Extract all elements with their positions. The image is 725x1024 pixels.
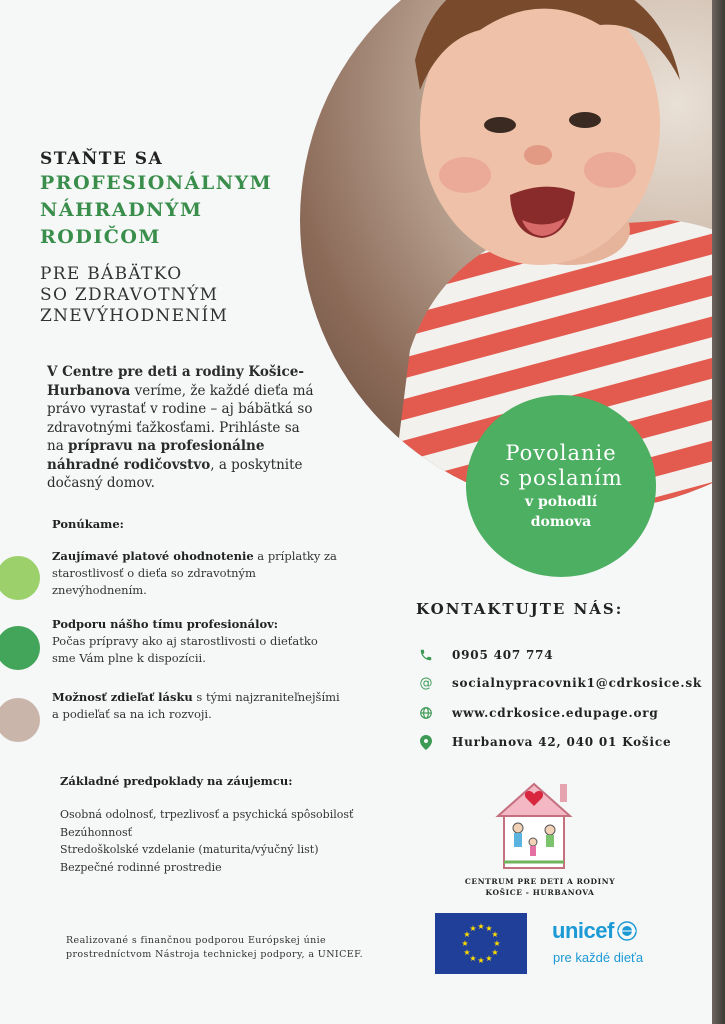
centrum-logo-text <box>455 876 625 898</box>
headline-line-2: PROFESIONÁLNYM <box>40 172 273 194</box>
svg-text:★: ★ <box>463 948 471 957</box>
phone-icon <box>418 647 434 663</box>
requirement-item: Stredoškolské vzdelanie (maturita/výučný list) <box>60 843 319 856</box>
house-family-icon <box>490 778 578 874</box>
at-icon: @ <box>419 675 433 691</box>
intro-text-1: veríme, že každé dieťa má právo vyrastať v rodine – aj bábätká so zdravotnými ťažkosťami. Prihláste sa na <box>47 382 314 454</box>
unicef-logo <box>552 918 643 965</box>
svg-text:★: ★ <box>493 939 501 948</box>
contact-web-row <box>418 703 659 723</box>
offer-item-3 <box>52 689 342 723</box>
headline-line-3: NÁHRADNÝM <box>40 199 203 221</box>
contact-title: KONTAKTUJTE NÁS: <box>416 600 624 618</box>
contact-phone-row <box>418 645 554 665</box>
centrum-logo <box>490 778 578 874</box>
funding-note: Realizované s finančnou podporou Európskej únie prostredníctvom Nástroja technickej podpory, a UNICEF. <box>66 935 364 960</box>
svg-text:★: ★ <box>461 939 469 948</box>
offer-item-2-text: Počas prípravy ako aj starostlivosti o dieťatko sme Vám plne k dispozícii. <box>52 634 318 665</box>
subheadline-line-1: PRE BÁBÄTKO <box>40 264 183 284</box>
offer-item-1-text: a príplatky za starostlivosť o dieťa so zdravotným znevýhodnením. <box>52 549 337 597</box>
badge-line-2: s poslaním <box>499 466 623 490</box>
logo-line-2: KOŠICE - HURBANOVA <box>485 888 595 897</box>
offer-bullet-dot-2 <box>0 626 40 670</box>
eu-stars-icon <box>435 913 527 974</box>
intro-bold-2: prípravu na profesionálne náhradné rodičovstvo <box>47 438 265 473</box>
svg-text:★: ★ <box>491 930 499 939</box>
svg-text:★: ★ <box>485 924 493 933</box>
contact-web: www.cdrkosice.edupage.org <box>452 706 659 720</box>
contact-address-row <box>418 732 672 752</box>
contact-phone: 0905 407 774 <box>452 648 554 662</box>
requirement-item: Bezúhonnosť <box>60 825 133 839</box>
offer-title: Ponúkame: <box>52 517 124 531</box>
svg-text:★: ★ <box>469 924 477 933</box>
subheadline-line-2: SO ZDRAVOTNÝM <box>40 285 219 305</box>
slogan-badge <box>466 395 656 577</box>
headline <box>40 148 272 251</box>
unicef-name: unicef <box>552 918 614 943</box>
requirement-item: Bezpečné rodinné prostredie <box>60 860 222 874</box>
offer-item-2-bold: Podporu nášho tímu profesionálov: <box>52 617 279 631</box>
globe-icon <box>418 705 434 721</box>
intro-text-2: , a poskytnite dočasný domov. <box>47 456 303 491</box>
offer-item-3-text: s tými najzraniteľnejšími a podieľať sa na ich rozvoji. <box>52 690 340 721</box>
subheadline-line-3: ZNEVÝHODNENÍM <box>40 306 229 326</box>
unicef-emblem-icon <box>617 921 637 941</box>
badge-line-4: domova <box>530 514 592 530</box>
offer-item-1-bold: Zaujímavé platové ohodnotenie <box>52 549 254 563</box>
svg-text:★: ★ <box>477 956 485 965</box>
headline-line-1: STAŇTE SA <box>40 149 164 169</box>
requirements-title: Základné predpoklady na záujemcu: <box>60 774 293 788</box>
contact-email: socialnypracovnik1@cdrkosice.sk <box>452 676 703 690</box>
location-pin-icon <box>418 734 434 750</box>
intro-bold-1: V Centre pre deti a rodiny Košice-Hurbanova <box>47 364 304 399</box>
subheadline <box>40 264 228 327</box>
requirements-list <box>60 806 353 876</box>
offer-item-2 <box>52 616 342 667</box>
eu-flag-logo <box>435 913 527 974</box>
contact-email-row <box>418 673 703 693</box>
svg-text:★: ★ <box>491 948 499 957</box>
svg-text:★: ★ <box>463 930 471 939</box>
contact-address: Hurbanova 42, 040 01 Košice <box>452 735 672 749</box>
intro-paragraph <box>47 363 317 493</box>
svg-text:★: ★ <box>477 922 485 931</box>
unicef-tagline: pre každé dieťa <box>553 950 644 965</box>
offer-bullet-dot-1 <box>0 556 40 600</box>
offer-item-1 <box>52 548 342 599</box>
logo-line-1: CENTRUM PRE DETI A RODINY <box>464 877 616 886</box>
badge-line-3: v pohodlí <box>524 494 598 510</box>
svg-text:★: ★ <box>485 954 493 963</box>
badge-line-1: Povolanie <box>505 441 617 465</box>
offer-bullet-dot-3 <box>0 698 40 742</box>
page-edge <box>712 0 725 1024</box>
offer-item-3-bold: Možnosť zdieľať lásku <box>52 690 193 704</box>
headline-line-4: RODIČOM <box>40 226 161 248</box>
requirement-item: Osobná odolnosť, trpezlivosť a psychická spôsobilosť <box>60 808 354 821</box>
svg-text:★: ★ <box>469 954 477 963</box>
